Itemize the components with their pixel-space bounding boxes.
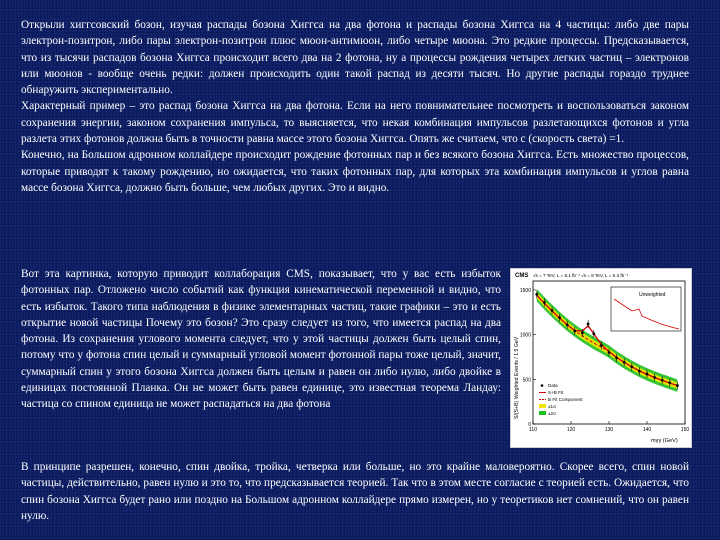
text-paragraph-middle: Вот эта картинка, которую приводит коллаборация CMS, показывает, что у вас есть избыток фотонных пар. Отложено число событий как функция кинематической переменной и видно, что есть избыток. Такого типа наблюдения в физике элементарных частиц, такие графики – это и есть открытие новой частицы Почему это бозон? Это сразу следует из того, что имеется распад на два фотона. Из сохранения углового момента следует, что у этой частицы должен быть целый спин, потому что у фотона спин целый и суммарный угловой момент фотонной пары тоже целый, значит, суммарный спин у этого бозона Хиггса должен быть целым и равен он либо нулю, либо двойке в единицах постоянной Планка. Он не может быть равен единице, это известная теорема Ландау: частица со спином единица не может распадаться на два фотона: [21, 268, 501, 411]
svg-text:±1σ: ±1σ: [548, 404, 556, 409]
y-tick-label: 1500: [519, 287, 531, 294]
x-axis-ticks: [529, 421, 689, 433]
text-paragraph-top: Открыли хиггсовский бозон, изучая распады бозона Хиггса на два фотона и распады бозона Хиггса на 4 частицы: либо две пары электрон-позитрон, либо пары электрон-позитрон плюс мюон-антимюон, либо четыре мюона. Это редкие процессы. Предсказывается, что из тысячи распадов бозона Хиггса происходит всего два на 2 фотона, ну а процессы рождения четырех легких частиц – электронов или мюонов - вообще очень редки: должен происходить один такой распад из десяти тысяч. Но другие распады гораздо труднее обнаружить экспериментально. Характерный пример – это распад бозона Хиггса на два фотона. Если на него повнимательнее посмотреть и воспользоваться законом сохранения энергии, законом сохранения импульса, то выясняется, что некая комбинация импульсов разлетающихся фотонов и угла разлета этих фотонов должна быть в точности равна массе этого бозона Хиггса. Опять же считаем, что с (скорость света) =1. Конечно, на Большом адронном коллайдере происходит рождение фотонных пар и без всякого бозона Хиггса. Есть множество процессов, которые приводят к такому рождению, но ожидается, что таких фотонных пар, для которых эта комбинация импульсов и углов равна массе бозона Хиггса, должно быть больше, чем любых других. Это и видно.: [21, 19, 689, 194]
legend-entry: [539, 397, 583, 402]
x-axis-label: mγγ (GeV): [651, 438, 678, 444]
figure-header-conditions: √s = 7 TeV, L = 5.1 fb⁻¹ √s = 8 TeV, L = 5.3 fb⁻¹: [533, 273, 629, 278]
inset-label: Unweighted: [639, 292, 666, 298]
svg-text:S+B Fit: S+B Fit: [548, 390, 564, 395]
figure-header-cms: CMS: [515, 273, 529, 279]
x-tick-label: 110: [529, 427, 537, 433]
y-tick-label: 1000: [519, 332, 531, 339]
x-tick-label: 140: [642, 427, 652, 433]
x-tick-label: 130: [604, 427, 614, 433]
cms-diphoton-figure: [510, 268, 692, 448]
legend-entry: [539, 390, 564, 395]
legend-entry: [541, 383, 558, 388]
legend-entry: [539, 404, 556, 409]
y-tick-label: 500: [522, 377, 531, 384]
x-tick-label: 150: [680, 427, 690, 433]
x-tick-label: 120: [566, 427, 576, 433]
y-tick-label: 0: [528, 422, 531, 428]
svg-text:Data: Data: [548, 383, 558, 388]
y-axis-label: S/(S+B) Weighted Events / 1.5 GeV: [514, 336, 520, 419]
chart-legend: [539, 383, 583, 416]
diphoton-mass-chart: [511, 269, 691, 447]
legend-entry: [539, 411, 556, 416]
text-paragraph-bottom: В принципе разрешен, конечно, спин двойка, тройка, четверка или больше, но это крайне маловероятно. Скорее всего, спин новой частицы, действительно, равен нулю и это то, что предсказывается теорией. Так что в этом месте согласие с теорией есть. Ожидается, что спин бозона Хиггса будет рано или поздно на Большом адронном коллайдере прямо измерен, но у теоретиков нет сомнений, что он равен нулю.: [21, 461, 689, 522]
y-axis-ticks: [520, 288, 536, 428]
svg-text:±2σ: ±2σ: [548, 411, 556, 416]
svg-text:B Fit Component: B Fit Component: [548, 397, 583, 402]
